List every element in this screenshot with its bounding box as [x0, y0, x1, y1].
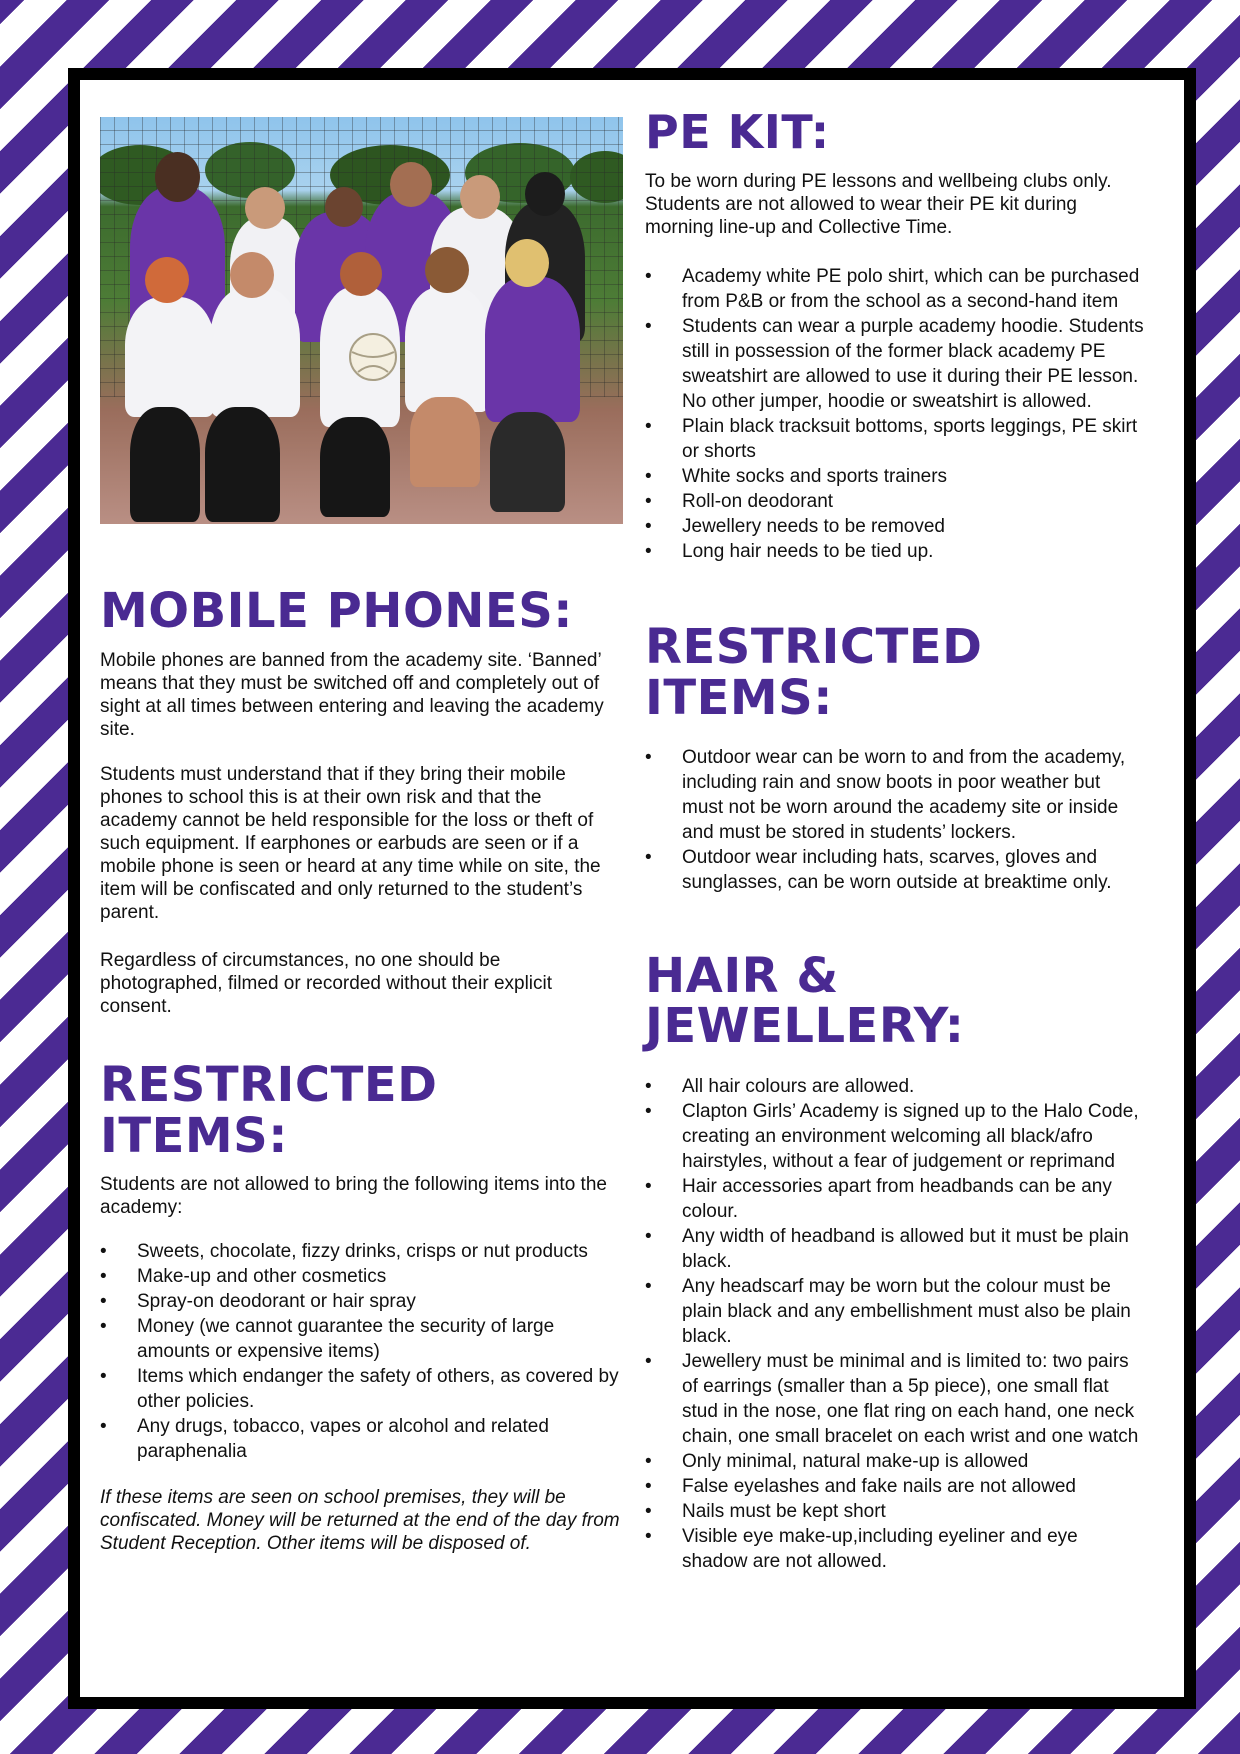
student-figure: [485, 277, 580, 422]
student-head: [390, 162, 432, 207]
pe-kit-intro: To be worn during PE lessons and wellbeing clubs only. Students are not allowed to wear their PE kit during morning line-up and Collective Time.: [645, 171, 1112, 239]
student-figure: [130, 407, 200, 522]
restricted-items-list-left: [100, 1239, 623, 1464]
student-head: [325, 187, 363, 227]
restricted-items-intro: Students are not allowed to bring the following items into the academy:: [100, 1174, 607, 1219]
student-figure: [405, 287, 490, 412]
list-item: • Money (we cannot guarantee the security of large amounts or expensive items): [100, 1314, 623, 1364]
list-item: • Items which endanger the safety of others, as covered by other policies.: [100, 1364, 623, 1414]
student-head: [155, 152, 200, 202]
student-head: [245, 187, 285, 229]
list-item: • False eyelashes and fake nails are not allowed: [645, 1474, 1145, 1499]
student-head: [340, 252, 382, 296]
restricted-items-heading-right: RESTRICTED ITEMS:: [645, 619, 983, 726]
list-item: • Plain black tracksuit bottoms, sports leggings, PE skirt or shorts: [645, 414, 1145, 464]
list-item: • Any headscarf may be worn but the colour must be plain black and any embellishment must also be plain black.: [645, 1274, 1145, 1349]
student-head: [505, 239, 549, 287]
student-head: [230, 252, 274, 298]
list-item: • All hair colours are allowed.: [645, 1074, 1145, 1099]
list-item: • Outdoor wear can be worn to and from the academy, including rain and snow boots in poor weather but must not be worn around the academy site or inside and must be stored in students’ lockers.: [645, 745, 1145, 845]
list-item: • Outdoor wear including hats, scarves, gloves and sunglasses, can be worn outside at breaktime only.: [645, 845, 1145, 895]
restricted-items-heading-left: RESTRICTED ITEMS:: [100, 1057, 438, 1164]
list-item: • Any width of headband is allowed but it must be plain black.: [645, 1224, 1145, 1274]
mobile-phones-paragraph-1: Mobile phones are banned from the academy site. ‘Banned’ means that they must be switched off and completely out of sight at all times between entering and leaving the academy site.: [100, 650, 604, 741]
right-column: [645, 105, 1145, 1574]
restricted-items-list-right: [645, 745, 1145, 895]
hair-jewellery-heading: HAIR & JEWELLERY:: [645, 948, 965, 1055]
list-item: • Any drugs, tobacco, vapes or alcohol and related paraphenalia: [100, 1414, 623, 1464]
student-figure: [125, 297, 215, 417]
student-figure: [205, 407, 280, 522]
list-item: • Nails must be kept short: [645, 1499, 1145, 1524]
list-item: • Long hair needs to be tied up.: [645, 539, 1145, 564]
student-figure: [410, 397, 480, 487]
pe-kit-list: [645, 264, 1145, 564]
list-item: • Jewellery must be minimal and is limited to: two pairs of earrings (smaller than a 5p piece), one small flat stud in the nose, one flat ring on each hand, one neck chain, one small bracelet on each wrist and one watch: [645, 1349, 1145, 1449]
list-item: • Jewellery needs to be removed: [645, 514, 1145, 539]
restricted-items-note: If these items are seen on school premises, they will be confiscated. Money will be returned at the end of the day from Student Reception. Other items will be disposed of.: [100, 1487, 620, 1555]
list-item: • Sweets, chocolate, fizzy drinks, crisps or nut products: [100, 1239, 623, 1264]
pe-kit-heading: PE KIT:: [645, 105, 830, 159]
left-column: [100, 117, 623, 1555]
list-item: • White socks and sports trainers: [645, 464, 1145, 489]
student-head: [145, 257, 189, 303]
student-head: [460, 175, 500, 219]
student-figure: [320, 417, 390, 517]
group-photo: [100, 117, 623, 524]
student-figure: [210, 287, 300, 417]
list-item: • Students can wear a purple academy hoodie. Students still in possession of the former black academy PE sweatshirt are allowed to use it during their PE lesson. No other jumper, hoodie or sweatshirt is allowed.: [645, 314, 1145, 414]
mobile-phones-paragraph-3: Regardless of circumstances, no one should be photographed, filmed or recorded without their explicit consent.: [100, 950, 553, 1018]
list-item: • Clapton Girls’ Academy is signed up to the Halo Code, creating an environment welcoming all black/afro hairstyles, without a fear of judgement or reprimand: [645, 1099, 1145, 1174]
mobile-phones-paragraph-2: Students must understand that if they bring their mobile phones to school this is at their own risk and that the academy cannot be held responsible for the loss or theft of such equipment. If earphones or earbuds are seen or if a mobile phone is seen or heard at any time while on site, the item will be confiscated and only returned to the student’s parent.: [100, 764, 601, 924]
list-item: • Spray-on deodorant or hair spray: [100, 1289, 623, 1314]
student-figure: [490, 412, 565, 512]
list-item: • Make-up and other cosmetics: [100, 1264, 623, 1289]
student-head: [525, 172, 565, 216]
student-head: [425, 247, 469, 293]
list-item: • Visible eye make-up,including eyeliner and eye shadow are not allowed.: [645, 1524, 1145, 1574]
hair-jewellery-list: [645, 1074, 1145, 1574]
mobile-phones-heading: MOBILE PHONES:: [100, 583, 573, 639]
list-item: • Only minimal, natural make-up is allowed: [645, 1449, 1145, 1474]
netball-icon: [348, 332, 398, 382]
list-item: • Hair accessories apart from headbands can be any colour.: [645, 1174, 1145, 1224]
list-item: • Roll-on deodorant: [645, 489, 1145, 514]
list-item: • Academy white PE polo shirt, which can be purchased from P&B or from the school as a second-hand item: [645, 264, 1145, 314]
